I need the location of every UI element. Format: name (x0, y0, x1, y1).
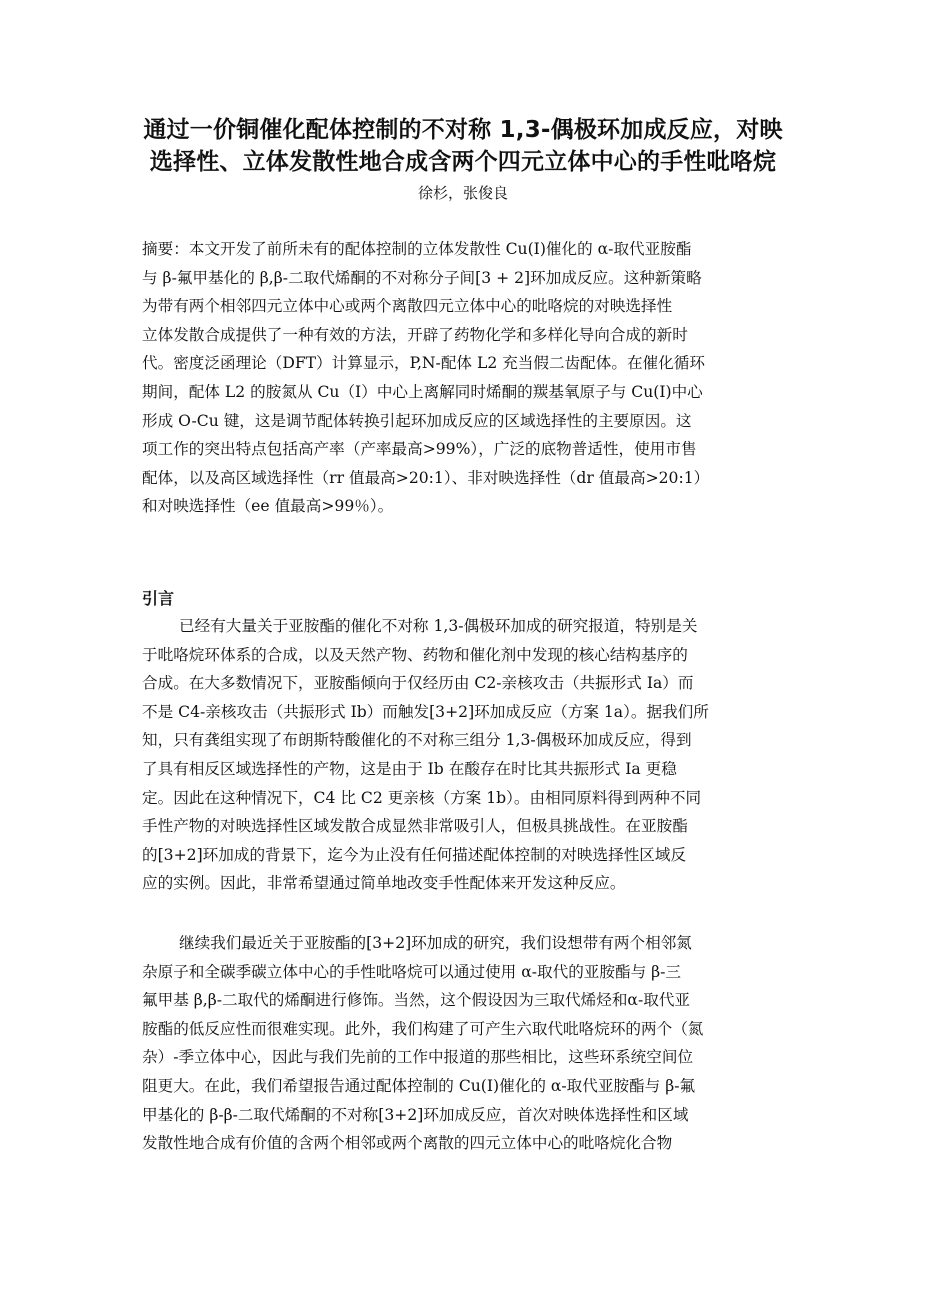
title-line: 选择性、立体发散性地合成含两个四元立体中心的手性吡咯烷 (149, 149, 777, 175)
paragraph-line: 已经有大量关于亚胺酯的催化不对称 1,3-偶极环加成的研究报道，特别是关 (179, 617, 698, 635)
paragraph-line: 了具有相反区域选择性的产物，这是由于 Ib 在酸存在时比其共振形式 Ia 更稳 (142, 759, 677, 778)
abstract-line: 项工作的突出特点包括高产率（产率最高>99%），广泛的底物普适性，使用市售 (142, 440, 697, 459)
paragraph-line: 不是 C4-亲核攻击（共振形式 Ib）而触发[3+2]环加成反应（方案 1a）。据我们所 (142, 702, 709, 721)
paragraph-line: 手性产物的对映选择性区域发散合成显然非常吸引人，但极具挑战性。在亚胺酯 (142, 817, 688, 836)
abstract-line: 形成 O-Cu 键，这是调节配体转换引起环加成反应的区域选择性的主要原因。这 (142, 411, 692, 430)
intro-paragraph-2 (142, 929, 788, 1158)
paragraph-line: 甲基化的 β-β-二取代烯酮的不对称[3+2]环加成反应，首次对映体选择性和区域 (142, 1105, 689, 1124)
title-line: 通过一价铜催化配体控制的不对称 1,3-偶极环加成反应，对映 (143, 117, 783, 143)
paragraph-line: 合成。在大多数情况下，亚胺酯倾向于仅经历由 C2-亲核攻击（共振形式 Ia）而 (142, 674, 694, 693)
paragraph-line: 于吡咯烷环体系的合成，以及天然产物、药物和催化剂中发现的核心结构基序的 (142, 645, 688, 664)
abstract-line: 代。密度泛函理论（DFT）计算显示，P,N-配体 L2 充当假二齿配体。在催化循环 (142, 354, 705, 373)
paragraph-line: 阻更大。在此，我们希望报告通过配体控制的 Cu(I)催化的 α-取代亚胺酯与 β-氟 (142, 1076, 696, 1095)
abstract-line: 和对映选择性（ee 值最高>99％）。 (142, 497, 394, 516)
intro-paragraph-1 (142, 612, 788, 898)
paragraph-line: 的[3+2]环加成的背景下，迄今为止没有任何描述配体控制的对映选择性区域反 (142, 845, 687, 864)
abstract (142, 235, 788, 521)
abstract-line: 期间，配体 L2 的胺氮从 Cu（I）中心上离解同时烯酮的羰基氧原子与 Cu(I)中心 (142, 382, 703, 401)
paragraph-line: 知，只有龚组实现了布朗斯特酸催化的不对称三组分 1,3-偶极环加成反应，得到 (142, 731, 692, 750)
paragraph-line: 应的实例。因此，非常希望通过简单地改变手性配体来开发这种反应。 (142, 874, 626, 893)
paragraph-line: 胺酯的低反应性而很难实现。此外，我们构建了可产生六取代吡咯烷环的两个（氮 (142, 1019, 704, 1038)
paper-title (100, 114, 826, 178)
paragraph-line: 继续我们最近关于亚胺酯的[3+2]环加成的研究，我们设想带有两个相邻氮 (179, 934, 692, 952)
authors: 徐杉，张俊良 (417, 184, 508, 202)
abstract-line: 与 β-氟甲基化的 β,β-二取代烯酮的不对称分子间[3 + 2]环加成反应。这种新策略 (142, 268, 702, 287)
paragraph-line: 定。因此在这种情况下，C4 比 C2 更亲核（方案 1b）。由相同原料得到两种不同 (142, 788, 702, 807)
abstract-line: 配体，以及高区域选择性（rr 值最高>20:1）、非对映选择性（dr 值最高>20:1） (142, 468, 710, 487)
section-heading: 引言 (142, 589, 175, 608)
paragraph-line: 杂）-季立体中心，因此与我们先前的工作中报道的那些相比，这些环系统空间位 (142, 1048, 694, 1067)
paragraph-line: 杂原子和全碳季碳立体中心的手性吡咯烷可以通过使用 α-取代的亚胺酯与 β-三 (142, 962, 681, 981)
paragraph-line: 氟甲基 β,β-二取代的烯酮进行修饰。当然，这个假设因为三取代烯烃和α-取代亚 (142, 991, 691, 1010)
abstract-line: 为带有两个相邻四元立体中心或两个离散四元立体中心的吡咯烷的对映选择性 (142, 297, 673, 316)
abstract-line: 立体发散合成提供了一种有效的方法，开辟了药物化学和多样化导向合成的新时 (142, 325, 688, 344)
abstract-line: 摘要：本文开发了前所未有的配体控制的立体发散性 Cu(I)催化的 α-取代亚胺酯 (142, 240, 692, 258)
paragraph-line: 发散性地合成有价值的含两个相邻或两个离散的四元立体中心的吡咯烷化合物 (142, 1134, 673, 1153)
